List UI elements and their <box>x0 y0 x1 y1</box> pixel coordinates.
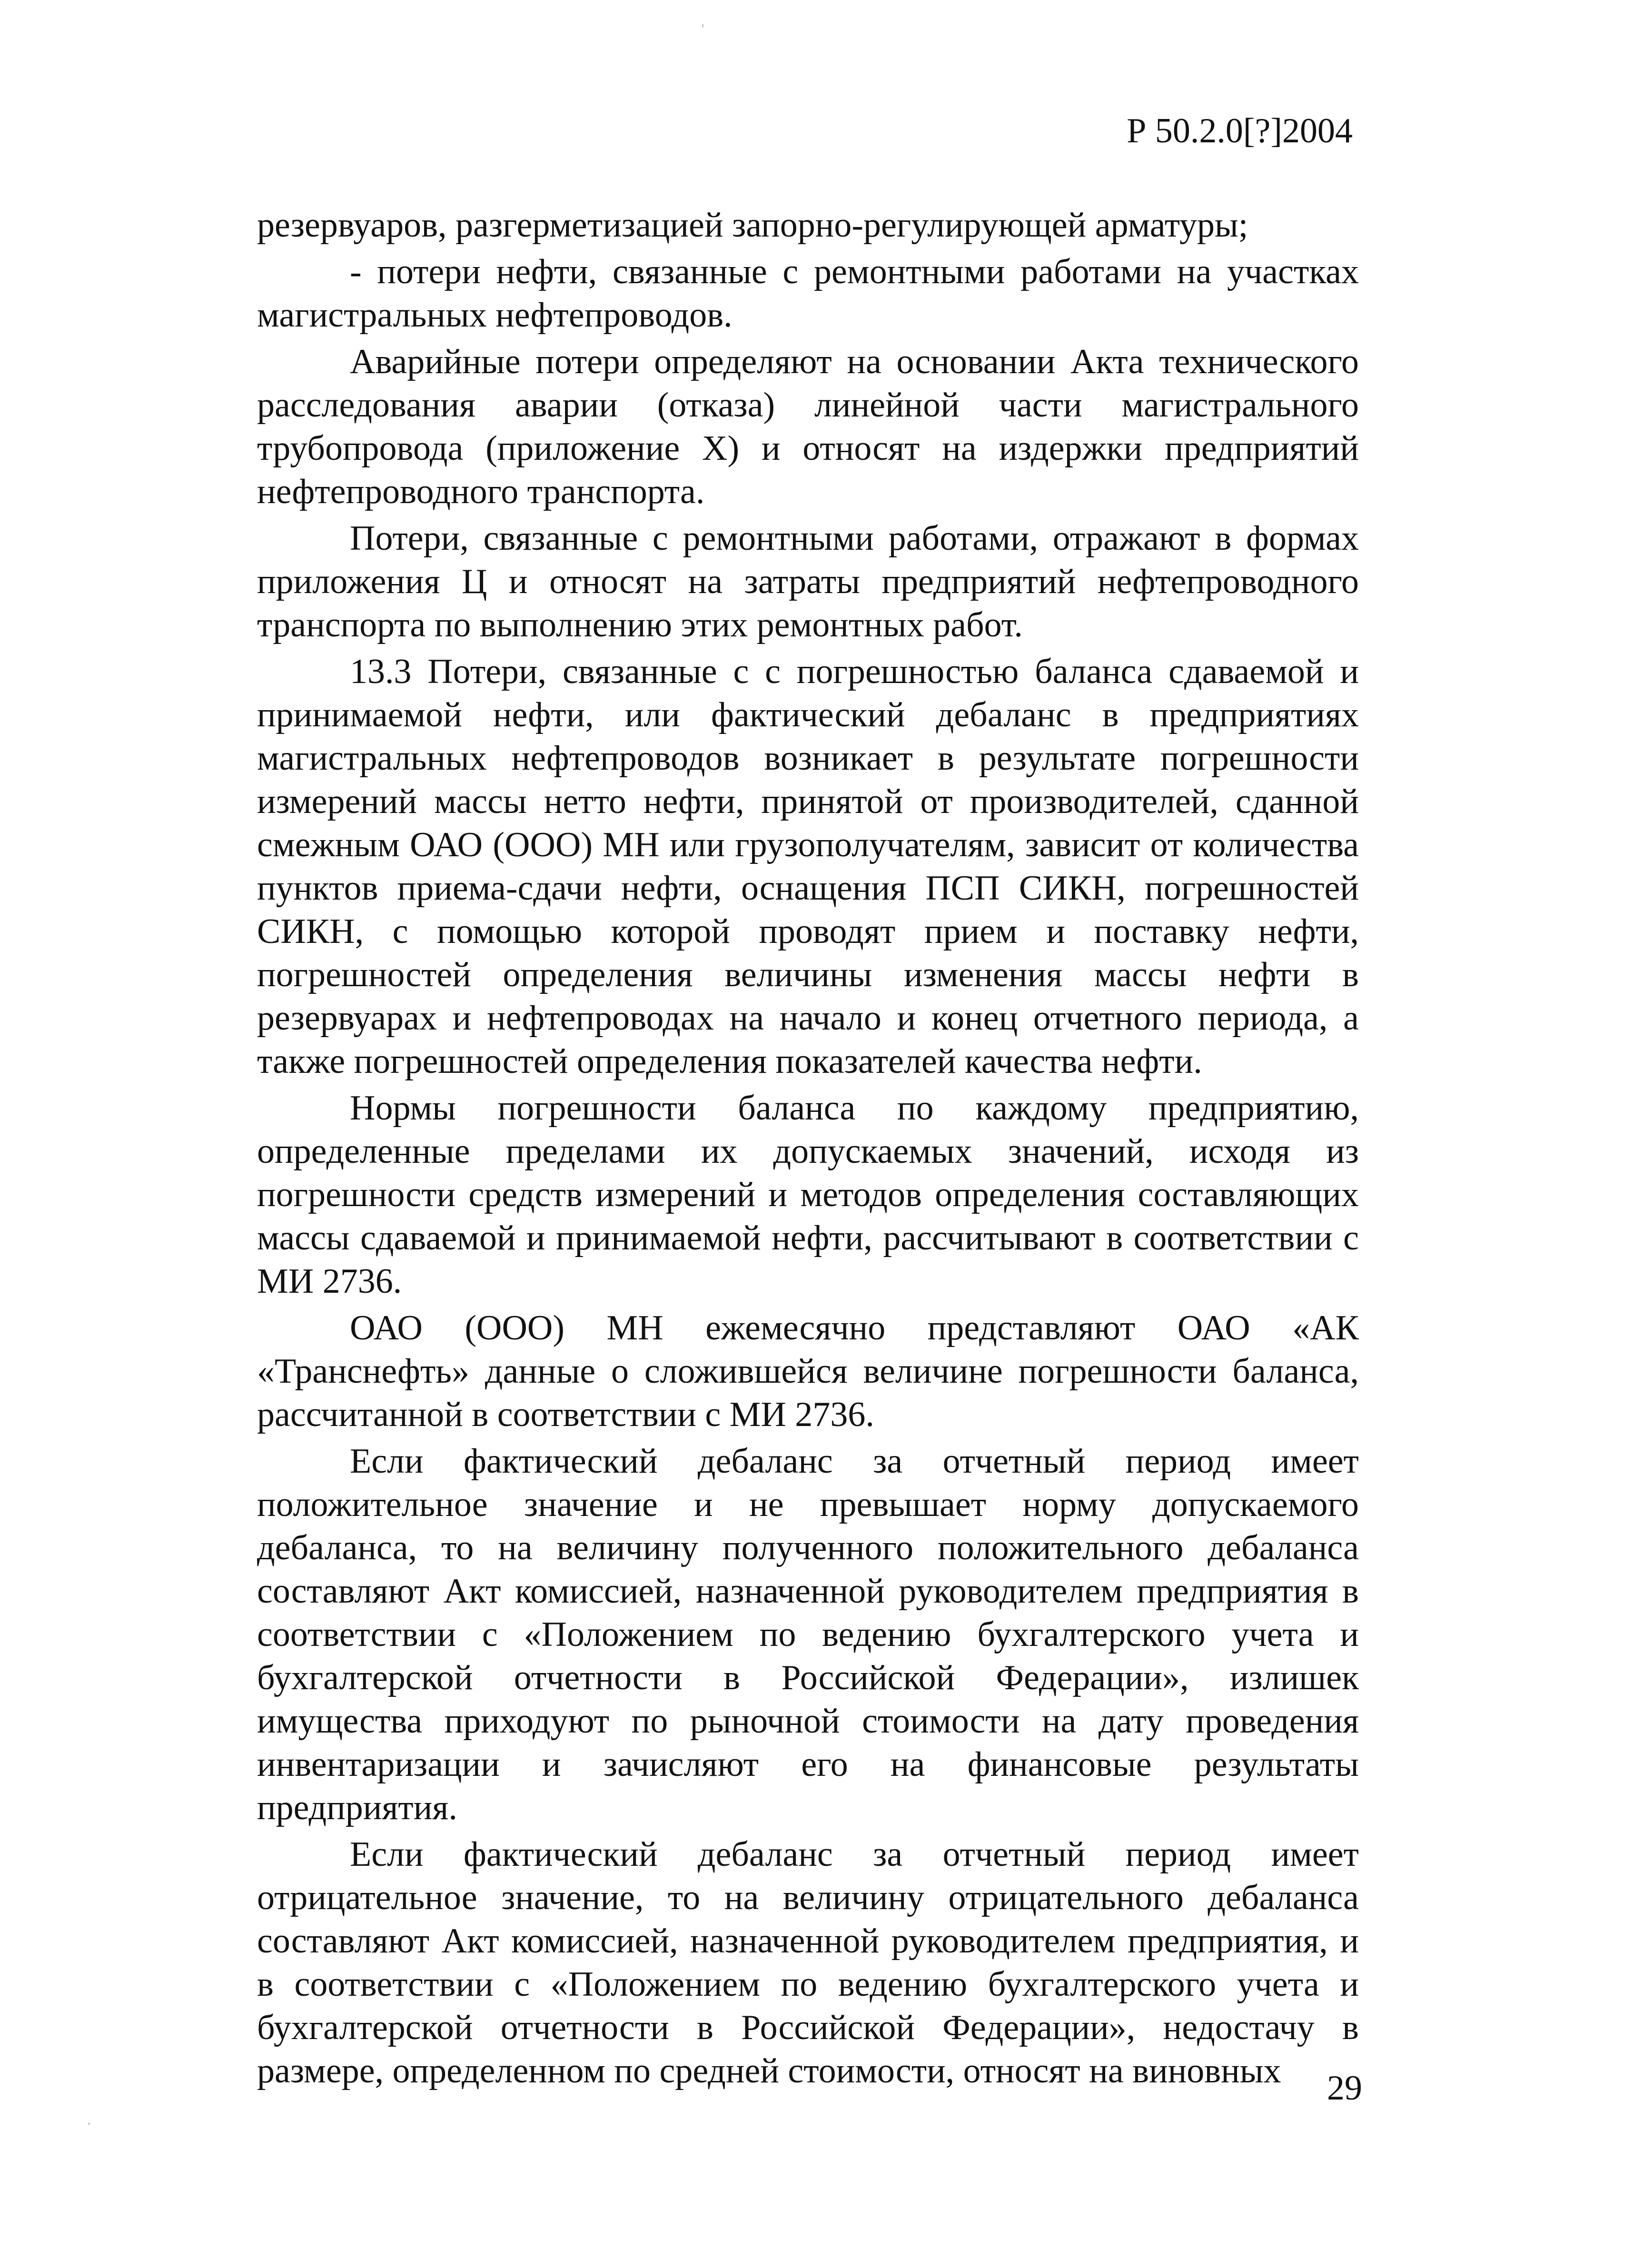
scan-speck <box>88 2123 90 2125</box>
page-number: 29 <box>1327 2069 1362 2108</box>
paragraph-repair-losses-item: - потери нефти, связанные с ремонтными работами на участках магистральных нефтепроводов. <box>257 252 1359 335</box>
scan-speck <box>702 24 703 28</box>
body-text <box>257 204 1359 2096</box>
document-code: Р 50.2.0[?]2004 <box>1127 111 1353 150</box>
paragraph-positive-imbalance: Если фактический дебаланс за отчетный период имеет положительное значение и не превышает норму допускаемого дебаланса, то на величину полученного положительного дебаланса составляют Акт комиссией, назначенной руководителем предприятия в соответствии с «Положением по ведению бухгалтерского учета и бухгалтерской отчетности в Российской Федерации», излишек имущества приходуют по рыночной стоимости на дату проведения инвентаризации и зачисляют его на финансовые результаты предприятия. <box>257 1442 1359 1827</box>
paragraph-section-13-3: 13.3 Потери, связанные с с погрешностью баланса сдаваемой и принимаемой нефти, или фактический дебаланс в предприятиях магистральных нефтепроводов возникает в результате погрешности измерений массы нетто нефти, принятой от производителей, сданной смежным ОАО (ООО) МН или грузополучателям, зависит от количества пунктов приема-сдачи нефти, оснащения ПСП СИКН, погрешностей СИКН, с помощью которой проводят прием и поставку нефти, погрешностей определения величины изменения массы нефти в резервуарах и нефтепроводах на начало и конец отчетного периода, а также погрешностей определения показателей качества нефти. <box>257 652 1359 1081</box>
paragraph-repair-losses: Потери, связанные с ремонтными работами, отражают в формах приложения Ц и относят на затраты предприятий нефтепроводного транспорта по выполнению этих ремонтных работ. <box>257 519 1359 644</box>
paragraph-emergency-losses: Аварийные потери определяют на основании Акта технического расследования аварии (отказа) линейной части магистрального трубопровода (приложение Х) и относят на издержки предприятий нефтепроводного транспорта. <box>257 342 1359 511</box>
paragraph-monthly-report: ОАО (ООО) МН ежемесячно представляют ОАО «АК «Транснефть» данные о сложившейся величине погрешности баланса, рассчитанной в соответствии с МИ 2736. <box>257 1308 1359 1434</box>
paragraph-balance-norms: Нормы погрешности баланса по каждому предприятию, определенные пределами их допускаемых значений, исходя из погрешности средств измерений и методов определения составляющих массы сдаваемой и принимаемой нефти, рассчитывают в соответствии с МИ 2736. <box>257 1089 1359 1301</box>
paragraph-negative-imbalance: Если фактический дебаланс за отчетный период имеет отрицательное значение, то на величину отрицательного дебаланса составляют Акт комиссией, назначенной руководителем предприятия, и в соответствии с «Положением по ведению бухгалтерского учета и бухгалтерской отчетности в Российской Федерации», недостачу в размере, определенном по средней стоимости, относят на виновных <box>257 1835 1359 2090</box>
paragraph-continuation: резервуаров, разгерметизацией запорно-регулирующей арматуры; <box>257 206 1248 245</box>
